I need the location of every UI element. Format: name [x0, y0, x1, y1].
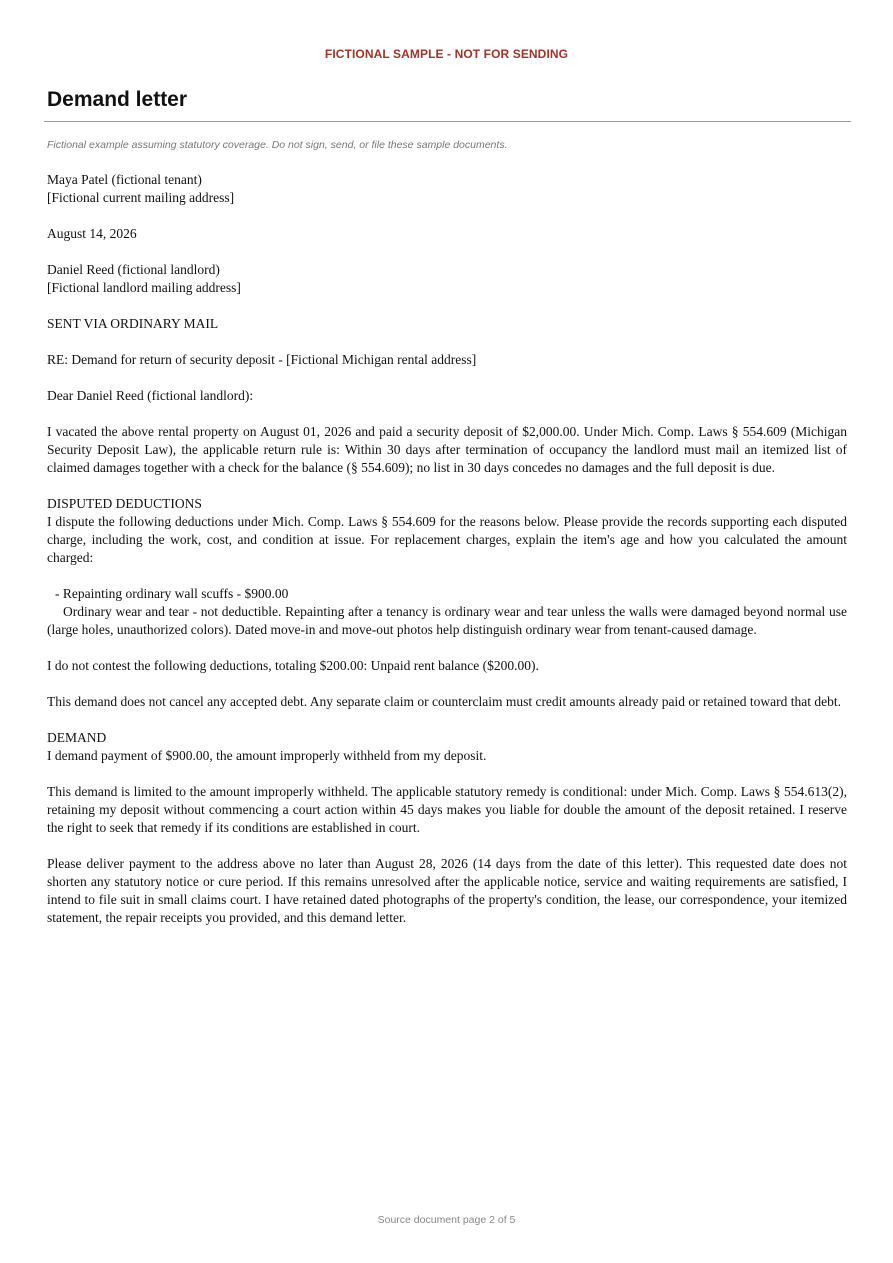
sender-address: [Fictional current mailing address] [47, 190, 235, 205]
letter-date: August 14, 2026 [47, 226, 137, 241]
salutation: Dear Daniel Reed (fictional landlord): [47, 388, 254, 403]
page-footer: Source document page 2 of 5 [377, 1214, 516, 1226]
demand-section [47, 729, 847, 765]
title-divider [44, 121, 851, 122]
uncontested-paragraph: I do not contest the following deductions, totaling $200.00: Unpaid rent balance ($200.00). [47, 658, 539, 673]
recipient-name: Daniel Reed (fictional landlord) [47, 262, 220, 277]
recipient-address: [Fictional landlord mailing address] [47, 280, 241, 295]
disputed-heading: DISPUTED DEDUCTIONS [47, 496, 202, 511]
sender-block [47, 171, 847, 207]
disclaimer-subtitle: Fictional example assuming statutory coverage. Do not sign, send, or file these sample documents. [47, 139, 508, 151]
intro-paragraph: I vacated the above rental property on August 01, 2026 and paid a security deposit of $2,000.00. Under Mich. Comp. Laws § 554.609 (Michigan Security Deposit Law), the applicable return rule is: Within 30 days after termination of occupancy the landlord must mail an itemized list of claimed damages together with a check for the balance (§ 554.609); no list in 30 days concedes no damages and the full deposit is due. [47, 424, 847, 475]
sample-banner: FICTIONAL SAMPLE - NOT FOR SENDING [324, 47, 569, 61]
deadline-paragraph: Please deliver payment to the address above no later than August 28, 2026 (14 days from the date of this letter). This requested date does not shorten any statutory notice or cure period. If this remains unresolved after the applicable notice, service and waiting requirements are satisfied, I intend to file suit in small claims court. I have retained dated photographs of the property's condition, the lease, our correspondence, your itemized statement, the repair receipts you provided, and this demand letter. [47, 856, 847, 925]
recipient-block [47, 261, 847, 297]
demand-heading: DEMAND [47, 730, 107, 745]
re-line: RE: Demand for return of security deposit - [Fictional Michigan rental address] [47, 352, 477, 367]
remedy-paragraph: This demand is limited to the amount improperly withheld. The applicable statutory remedy is conditional: under Mich. Comp. Laws § 554.613(2), retaining my deposit without commencing a court action within 45 days makes you liable for double the amount of the deposit retained. I reserve the right to seek that remedy if its conditions are established in court. [47, 784, 847, 835]
disputed-item-reason: Ordinary wear and tear - not deductible. Repainting after a tenancy is ordinary wear and tear unless the walls were damaged beyond normal use (large holes, unauthorized colors). Dated move-in and move-out photos help distinguish ordinary wear from tenant-caused damage. [47, 604, 847, 637]
page-title: Demand letter [47, 88, 188, 111]
disputed-item [47, 585, 847, 639]
disputed-item-label: - Repainting ordinary wall scuffs - $900.00 [55, 586, 289, 601]
letter-body [47, 171, 847, 945]
delivery-method: SENT VIA ORDINARY MAIL [47, 316, 219, 331]
demand-text: I demand payment of $900.00, the amount improperly withheld from my deposit. [47, 748, 487, 763]
disputed-text: I dispute the following deductions under Mich. Comp. Laws § 554.609 for the reasons below. Please provide the records supporting each disputed charge, including the work, cost, and condition at issue. For replacement charges, explain the item's age and how you calculated the amount charged: [47, 514, 847, 565]
disputed-section [47, 495, 847, 567]
sender-name: Maya Patel (fictional tenant) [47, 172, 202, 187]
debt-paragraph: This demand does not cancel any accepted debt. Any separate claim or counterclaim must credit amounts already paid or retained toward that debt. [47, 694, 841, 709]
